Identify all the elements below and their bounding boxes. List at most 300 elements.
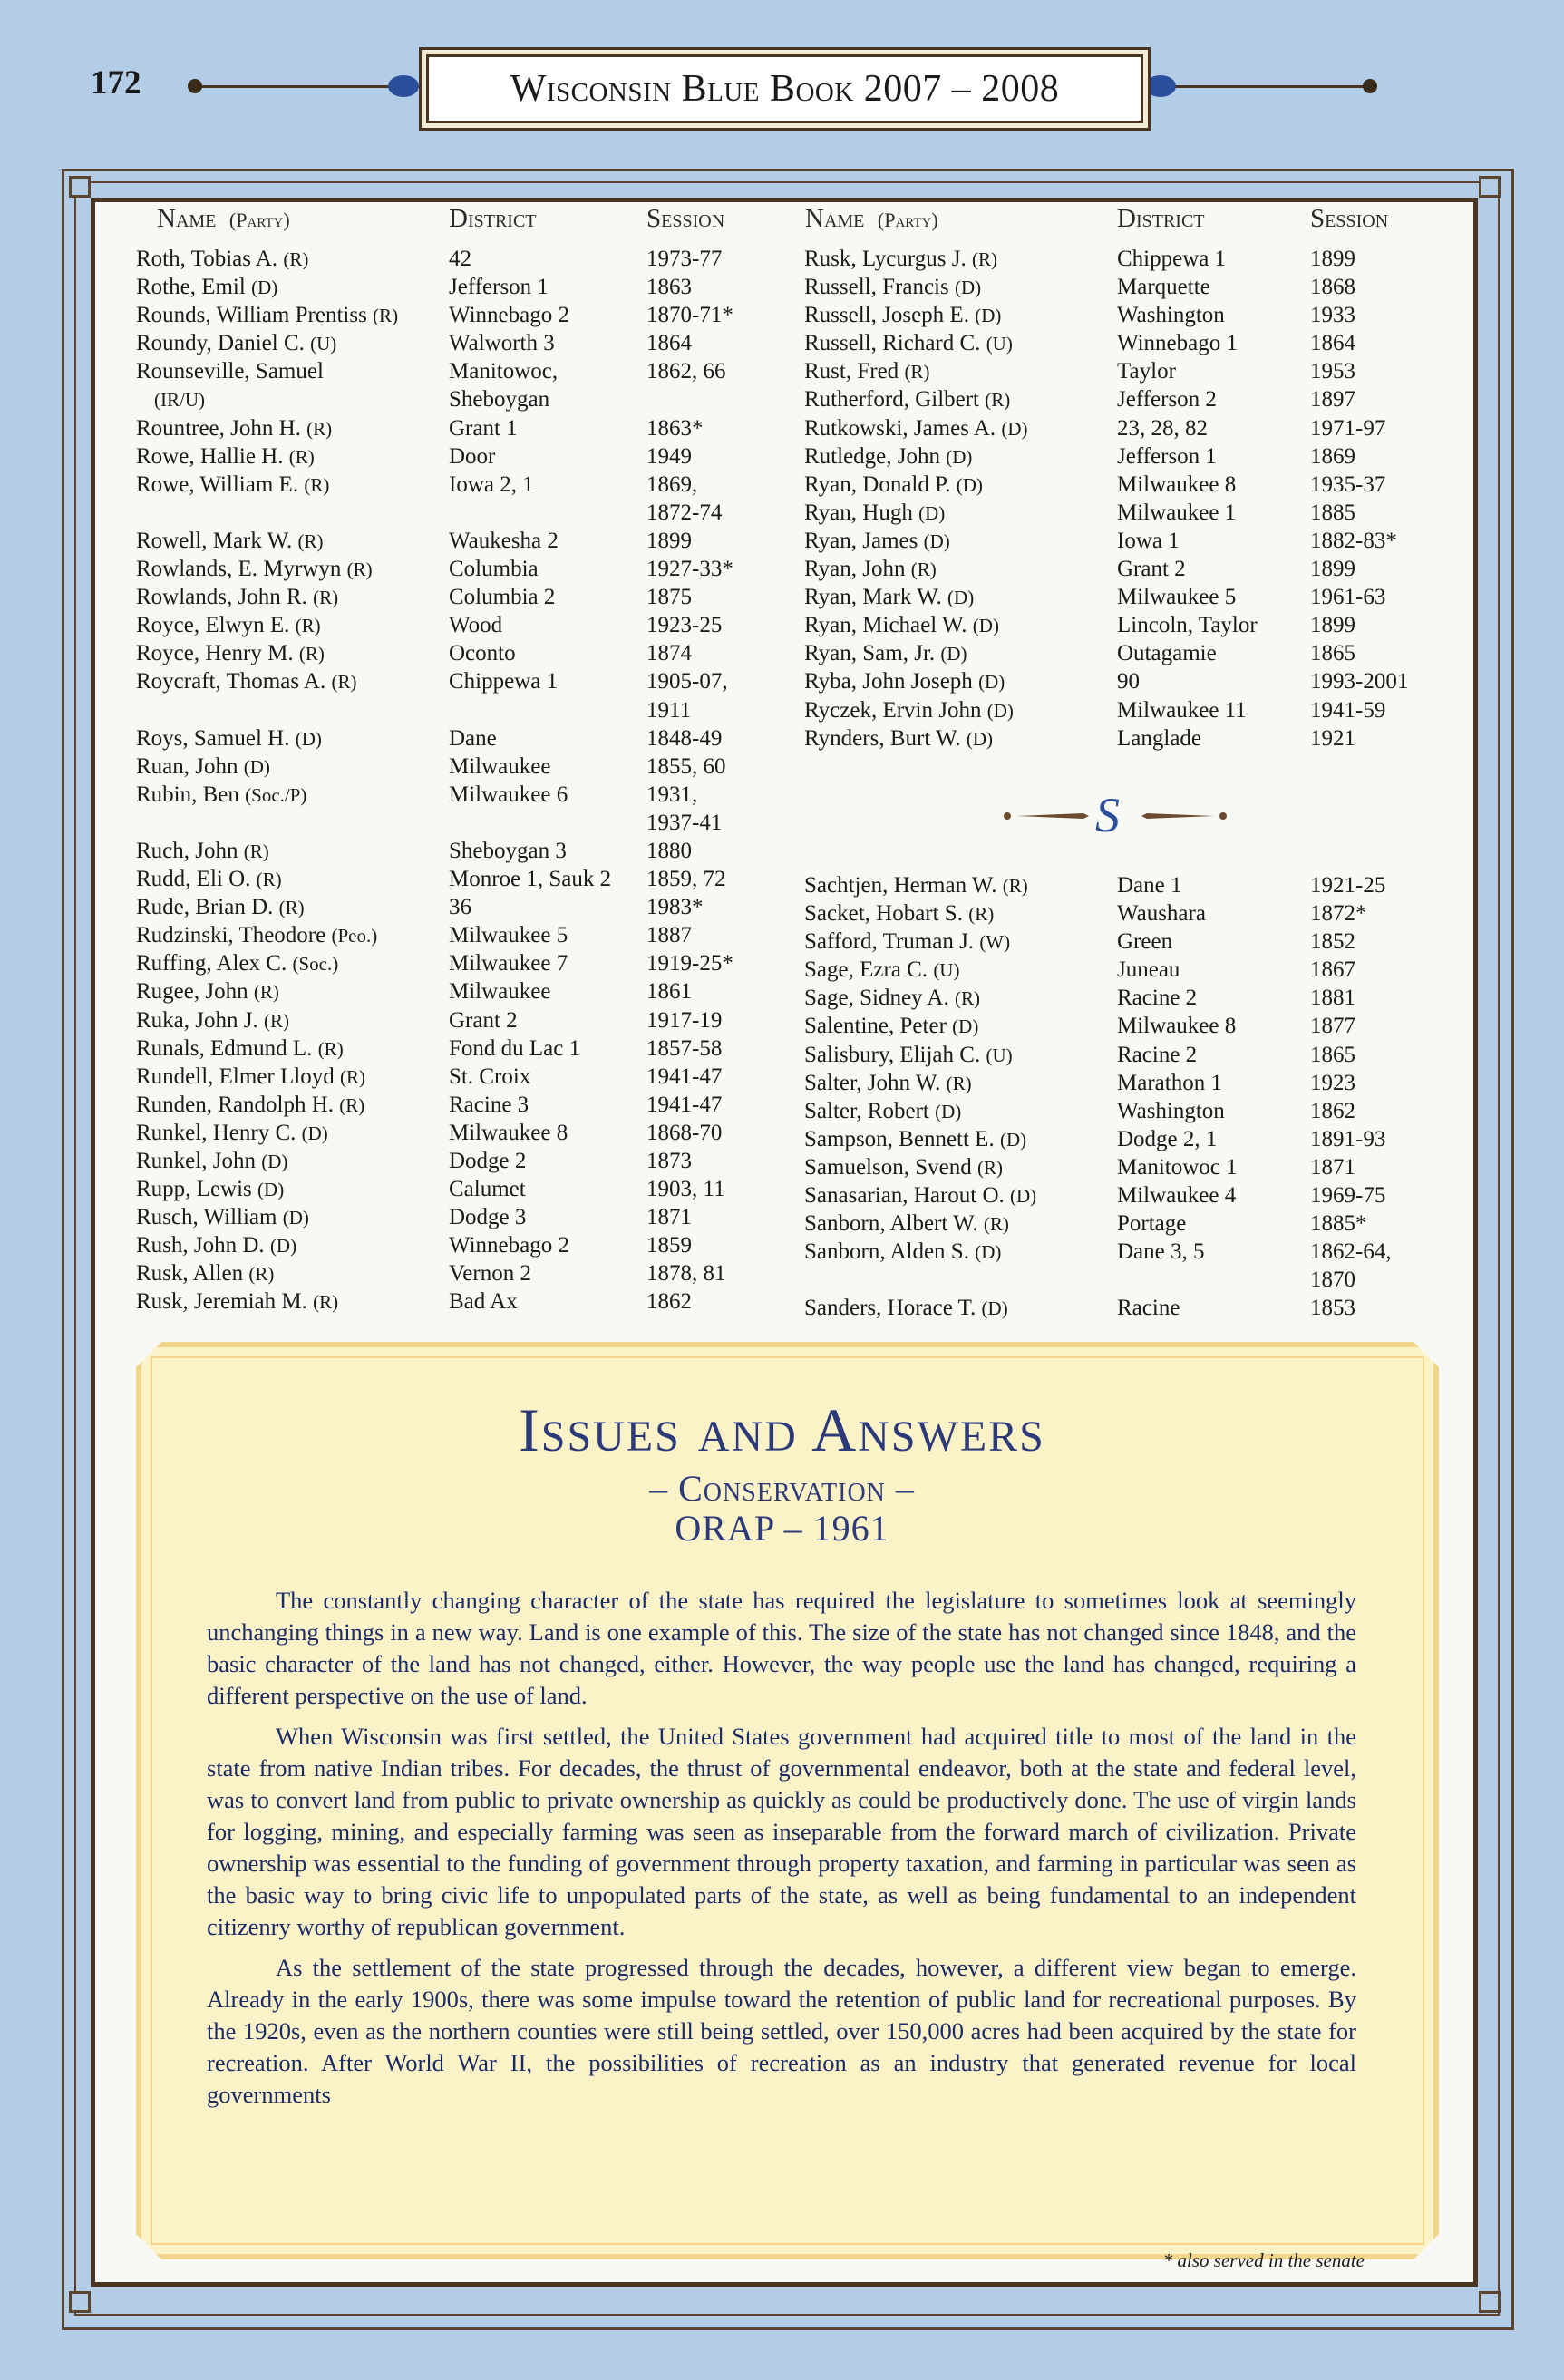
member-party: (R) (253, 981, 279, 1004)
member-party: (U) (310, 333, 337, 355)
issues-paragraph: The constantly changing character of the state has required the legislature to sometimes look at seemingly unchanging things in a new way. Land is one example of this. The size of the state has not changed since 1848, and the basic character of the land has not changed, either. However, the way people use the land has changed, requiring a different perspective on the use of land. (207, 1587, 1356, 1709)
member-session: 1853 (1310, 1296, 1355, 1321)
member-district: Walworth 3 (449, 331, 555, 356)
member-name (136, 357, 324, 386)
member-name (804, 639, 967, 668)
member-district: Jefferson 1 (449, 275, 549, 300)
member-name-text: Rutledge, John (804, 443, 940, 469)
member-row (804, 329, 1466, 357)
member-name (804, 527, 950, 556)
member-party: (D) (251, 277, 278, 299)
member-district: Taylor (1117, 359, 1176, 384)
member-row (136, 1119, 753, 1147)
member-name-text: Rubin, Ben (136, 782, 239, 807)
member-name-text: Sacket, Hobart S. (804, 901, 963, 927)
member-name (136, 1035, 344, 1064)
member-name (136, 1287, 338, 1316)
member-name (136, 1091, 364, 1120)
member-party: (D) (295, 727, 322, 750)
member-session: 1917-19 (646, 1007, 723, 1033)
member-name-text: Rusch, William (136, 1205, 277, 1230)
member-party: (D) (923, 529, 950, 552)
member-name-text: Rounds, William Prentiss (136, 303, 367, 328)
member-row (136, 1231, 753, 1259)
member-party: (R) (968, 903, 995, 926)
member-district: Grant 2 (1117, 557, 1186, 582)
member-session: 1921-25 (1310, 873, 1386, 898)
member-name-text: Ryba, John Joseph (804, 669, 973, 695)
member-row (804, 1012, 1466, 1040)
member-name (804, 611, 999, 640)
member-session: 1881 (1310, 986, 1355, 1011)
member-name-text: Sanborn, Alden S. (804, 1239, 969, 1265)
member-row (804, 357, 1466, 385)
member-session: 1969-75 (1310, 1183, 1386, 1209)
member-party: (D) (301, 1122, 328, 1144)
member-name-text: Rudzinski, Theodore (136, 923, 326, 948)
member-district: Dane 1 (1117, 873, 1182, 898)
member-row (804, 1209, 1466, 1238)
member-row (804, 245, 1466, 273)
member-district: Winnebago 2 (449, 303, 569, 328)
header-ornament-oval (388, 75, 419, 97)
member-district: Milwaukee 7 (449, 951, 568, 976)
member-party: (D) (952, 1015, 979, 1038)
member-name-text: Samuelson, Svend (804, 1154, 972, 1180)
member-name (136, 667, 356, 696)
member-row (804, 1181, 1466, 1209)
member-session: 1878, 81 (646, 1261, 726, 1287)
member-row (804, 385, 1466, 413)
member-name-text: Rusk, Jeremiah M. (136, 1289, 307, 1315)
member-party: (R) (283, 248, 309, 270)
member-party: (R) (983, 1213, 1009, 1236)
member-list-right-top (804, 245, 1466, 753)
member-session: 1868 (1310, 275, 1355, 300)
member-party: (R) (971, 248, 997, 270)
member-name (136, 1231, 296, 1260)
member-name (136, 1147, 287, 1176)
member-session: 1873 (646, 1149, 692, 1173)
member-party: (D) (956, 473, 983, 496)
member-session: 1862 (1310, 1098, 1355, 1123)
member-party: (R) (331, 671, 357, 694)
member-row (136, 809, 753, 837)
member-row (804, 928, 1466, 956)
member-row (136, 329, 753, 357)
member-session: 1885 (1310, 500, 1355, 525)
member-session: 1877 (1310, 1014, 1355, 1039)
member-row (804, 871, 1466, 899)
member-name (136, 865, 282, 894)
col-header-session-left: Session (646, 204, 725, 233)
member-session: 1905-07, (646, 669, 728, 695)
member-session: 1941-59 (1310, 697, 1386, 723)
member-district: Washington (1117, 1098, 1225, 1123)
member-name (136, 555, 373, 584)
member-row (804, 639, 1466, 667)
member-session: 1880 (646, 838, 692, 863)
frame-corner (1479, 176, 1501, 198)
member-district: Waukesha 2 (449, 528, 559, 553)
member-name-text: Royce, Henry M. (136, 641, 294, 666)
member-name-text: Roys, Samuel H. (136, 725, 290, 751)
member-session: 1862-64, (1310, 1239, 1392, 1265)
member-name (804, 871, 1028, 900)
member-district: Milwaukee 4 (1117, 1183, 1237, 1209)
member-name-text: Rowe, William E. (136, 471, 299, 497)
member-name-text: Russell, Francis (804, 275, 949, 300)
member-session: 1899 (1310, 613, 1355, 638)
member-name (136, 273, 277, 302)
member-row (136, 865, 753, 893)
member-row (804, 696, 1466, 724)
member-name (804, 899, 994, 928)
col-header-district-right: District (1117, 204, 1205, 233)
member-row (804, 414, 1466, 442)
frame-corner (1479, 2291, 1501, 2313)
member-district: Racine (1117, 1296, 1180, 1321)
member-name (136, 1006, 289, 1035)
member-session: 1899 (646, 528, 692, 553)
member-row (136, 611, 753, 639)
member-name (136, 837, 269, 866)
member-row (804, 667, 1466, 695)
member-row (804, 527, 1466, 555)
member-row (136, 301, 753, 329)
member-session: 1861 (646, 979, 692, 1005)
member-list-left (136, 245, 753, 1316)
member-row (136, 499, 753, 527)
member-session: 1868-70 (646, 1120, 723, 1145)
member-party: (R) (313, 1291, 339, 1314)
member-district: Columbia (449, 557, 539, 582)
member-name (804, 301, 1001, 330)
page-number: 172 (91, 64, 141, 102)
member-party: (IR/U) (154, 389, 205, 412)
member-party: (D) (975, 1241, 1002, 1264)
member-party: (R) (304, 473, 330, 496)
member-party: (R) (910, 559, 937, 581)
col-header-name-right (805, 204, 938, 234)
member-name-text: Ryan, Mark W. (804, 585, 942, 610)
member-row (136, 1287, 753, 1316)
member-session: 1862 (646, 1289, 692, 1315)
member-name (136, 527, 323, 556)
member-name-text: Rutkowski, James A. (804, 415, 996, 441)
member-name (136, 301, 398, 330)
member-row (136, 414, 753, 442)
member-name (136, 583, 338, 612)
member-district: Green (1117, 929, 1173, 955)
member-district: Chippewa 1 (449, 669, 559, 695)
col-name-label: Name (157, 204, 217, 233)
member-party: (D) (1001, 417, 1028, 440)
member-party: (D) (1010, 1185, 1037, 1208)
member-session: 1872-74 (646, 500, 723, 525)
member-party: (D) (940, 643, 967, 665)
member-session: 1865 (1310, 1042, 1355, 1067)
issues-paragraph: As the settlement of the state progressed through the decades, however, a different view began to emerge. Already in the early 1900s, there was some impulse toward the retention of public land for recreational purposes. By the 1920s, even as the northern counties were still being settled, over 150,000 acres had been acquired by the state for recreation. After World War II, the possibilities of recreation as an industry that generated revenue for local governments (207, 1954, 1356, 2108)
member-party: (D) (243, 755, 270, 778)
member-session: 1919-25* (646, 951, 733, 976)
member-district: Outagamie (1117, 641, 1217, 666)
member-name-text: Ruffing, Alex C. (136, 951, 287, 976)
member-name (136, 329, 336, 358)
member-district: Chippewa 1 (1117, 247, 1227, 271)
member-name (804, 1069, 972, 1098)
member-party: (D) (999, 1128, 1027, 1151)
member-name-text: Sage, Sidney A. (804, 986, 949, 1011)
member-party: (R) (263, 1009, 289, 1032)
member-row (136, 471, 753, 499)
member-row (136, 639, 753, 667)
member-session: 1933 (1310, 303, 1355, 328)
member-name-text: Rusk, Lycurgus J. (804, 247, 967, 271)
member-session: 1863* (646, 415, 704, 441)
member-party: (R) (976, 1156, 1003, 1179)
member-party: (R) (904, 361, 930, 384)
member-party: (U) (933, 959, 960, 982)
member-name-text: Rynders, Burt W. (804, 725, 961, 751)
member-district: Winnebago 1 (1117, 331, 1238, 356)
member-row (136, 1035, 753, 1063)
member-name-text: Ruan, John (136, 753, 238, 779)
member-party: (R) (297, 529, 324, 552)
member-name-text: Sage, Ezra C. (804, 957, 928, 983)
member-session: 1869 (1310, 443, 1355, 469)
member-district: Racine 3 (449, 1092, 529, 1117)
member-row (136, 1203, 753, 1231)
member-session: 1848-49 (646, 725, 723, 751)
member-district: Wood (449, 613, 503, 638)
member-session: 1865 (1310, 641, 1355, 666)
member-party: (R) (339, 1065, 365, 1088)
member-row (804, 956, 1466, 984)
member-row (804, 1125, 1466, 1153)
member-party: (D) (972, 615, 999, 637)
member-party: (D) (946, 445, 973, 468)
member-party: (D) (261, 1151, 288, 1172)
member-party: (D) (966, 727, 994, 750)
frame-corner (69, 176, 91, 198)
member-session: 1862, 66 (646, 359, 726, 384)
member-name-text: Ryczek, Ervin John (804, 697, 982, 723)
member-name (804, 1153, 1003, 1182)
member-name (804, 1012, 978, 1041)
section-letter: S (1095, 788, 1120, 842)
member-name (804, 329, 1013, 358)
member-name-text: Ryan, Michael W. (804, 613, 967, 638)
issues-subtitle: – Conservation – (649, 1468, 915, 1509)
member-party: (R) (954, 987, 980, 1010)
member-name-text: Rude, Brian D. (136, 895, 274, 920)
member-party: (D) (981, 1297, 1008, 1320)
member-row (804, 1266, 1466, 1294)
member-district: Milwaukee (449, 979, 551, 1005)
col-party-label: (Party) (877, 209, 938, 231)
member-row (804, 1069, 1466, 1097)
member-name (136, 781, 306, 810)
member-row (136, 837, 753, 865)
member-name (804, 1181, 1036, 1210)
member-name (136, 949, 338, 978)
issues-paragraph: When Wisconsin was first settled, the United States government had acquired title to most of the land in the state from native Indian tribes. For decades, the thrust of governmental endeavor, both at the state and federal level, was to convert land from public to private ownership as quickly as could be productively done. The use of virgin lands for logging, mining, and especially farming was seen as inseparable from the forward march of civilization. Private ownership was essential to the funding of government through property taxation, and farming in particular was seen as the basic way to bring civic life to unpopulated parts of the state, as well as being fundamental to an independent citizenry worthy of republican government. (207, 1723, 1356, 1940)
member-name-text: Rowell, Mark W. (136, 528, 293, 553)
member-party: (R) (1002, 875, 1028, 897)
member-name-text: Sanders, Horace T. (804, 1296, 976, 1321)
header-ornament-oval (1145, 75, 1176, 97)
member-session: 1859, 72 (646, 867, 726, 892)
member-district: 90 (1117, 669, 1140, 695)
member-session: 1973-77 (646, 247, 723, 271)
member-row (136, 583, 753, 611)
member-session: 1859 (646, 1233, 692, 1258)
member-district: Milwaukee 5 (449, 923, 568, 948)
member-name (136, 1063, 365, 1092)
member-district: Milwaukee 8 (1117, 471, 1237, 497)
member-session: 1875 (646, 585, 692, 610)
member-name-text: Rowlands, E. Myrwyn (136, 557, 342, 582)
member-row (136, 273, 753, 301)
member-session: 1885* (1310, 1211, 1367, 1237)
member-name (136, 724, 322, 753)
member-party: (R) (946, 1072, 972, 1094)
member-name-text: Salter, John W. (804, 1070, 941, 1095)
member-name (136, 471, 329, 500)
member-party: (D) (986, 699, 1014, 722)
member-row (804, 899, 1466, 928)
member-session: 1923 (1310, 1070, 1355, 1095)
member-name (804, 667, 1005, 696)
member-party: (R) (306, 417, 333, 440)
member-name (804, 471, 983, 500)
member-district: Vernon 2 (449, 1261, 531, 1287)
member-party: (D) (975, 305, 1002, 327)
member-session: 1931, (646, 782, 698, 807)
member-name-text: Rutherford, Gilbert (804, 387, 980, 413)
member-name (804, 956, 959, 985)
member-district: Sheboygan (449, 387, 550, 413)
issues-subtitle-2: ORAP – 1961 (675, 1508, 889, 1549)
member-row (804, 1153, 1466, 1181)
member-row (136, 753, 753, 781)
member-district: Dane (449, 725, 497, 751)
member-district: Sheboygan 3 (449, 838, 567, 863)
member-name-text: Runden, Randolph H. (136, 1092, 335, 1117)
member-name (136, 1203, 309, 1232)
member-name (136, 442, 315, 471)
member-session: 1899 (1310, 247, 1355, 271)
member-district: 36 (449, 895, 471, 920)
member-district: Lincoln, Taylor (1117, 613, 1258, 638)
member-district: Waushara (1117, 901, 1206, 927)
member-name (136, 921, 377, 950)
member-name-text: Salter, Robert (804, 1098, 929, 1123)
member-name-text: Rounseville, Samuel (136, 359, 324, 384)
member-row (136, 1091, 753, 1119)
member-name (804, 273, 981, 302)
member-party: (R) (339, 1093, 365, 1116)
member-name-text: Russell, Richard C. (804, 331, 981, 356)
footnote: * also served in the senate (1162, 2249, 1365, 2271)
member-district: Dodge 2 (449, 1149, 527, 1173)
member-row (136, 245, 753, 273)
member-name-text: Sachtjen, Herman W. (804, 873, 997, 898)
member-row (136, 1259, 753, 1287)
member-district: Winnebago 2 (449, 1233, 569, 1258)
member-name-text: Ryan, James (804, 528, 918, 553)
member-row (136, 921, 753, 949)
member-row (136, 1147, 753, 1175)
member-name (804, 385, 1010, 414)
member-district: Iowa 2, 1 (449, 471, 534, 497)
member-party: (R) (313, 587, 339, 609)
member-name (804, 499, 945, 528)
member-name-text: Ruch, John (136, 838, 238, 863)
member-name-text: Ryan, Donald P. (804, 471, 951, 497)
member-district: Iowa 1 (1117, 528, 1180, 553)
member-row (804, 442, 1466, 471)
member-party: (R) (985, 389, 1011, 412)
col-header-name-left (157, 204, 290, 234)
member-session: 1935-37 (1310, 471, 1386, 497)
member-name (804, 442, 972, 471)
member-district: Milwaukee (449, 753, 551, 779)
member-district: Milwaukee 6 (449, 782, 568, 807)
member-district: Monroe 1, Sauk 2 (449, 867, 612, 892)
member-district: Portage (1117, 1211, 1187, 1237)
member-name-text: Rupp, Lewis (136, 1177, 252, 1202)
member-row (804, 499, 1466, 527)
member-party: (D) (954, 277, 982, 299)
member-name-text: Rust, Fred (804, 359, 899, 384)
member-name-text: Russell, Joseph E. (804, 303, 969, 328)
member-party: (R) (317, 1037, 344, 1060)
member-row (136, 893, 753, 921)
member-district: Juneau (1117, 957, 1180, 983)
member-row (804, 555, 1466, 583)
member-session: 1870-71* (646, 303, 733, 328)
member-name-text: Rowe, Hallie H. (136, 443, 284, 469)
member-session: 1864 (1310, 331, 1355, 356)
member-name-text: Rowlands, John R. (136, 585, 307, 610)
member-party: (D) (282, 1207, 309, 1229)
member-party: (Peo.) (331, 925, 378, 947)
member-district: Bad Ax (449, 1289, 518, 1315)
member-party: (D) (918, 501, 946, 524)
member-name-text: Rountree, John H. (136, 415, 301, 441)
member-row (804, 1238, 1466, 1266)
member-name-text: Rusk, Allen (136, 1261, 244, 1287)
member-district: Jefferson 2 (1117, 387, 1217, 413)
member-district: Milwaukee 8 (1117, 1014, 1237, 1039)
member-row (136, 1063, 753, 1091)
col-header-session-right: Session (1310, 204, 1389, 233)
book-title-text: Wisconsin Blue Book 2007 – 2008 (510, 68, 1060, 110)
member-name-text: Ryan, Sam, Jr. (804, 641, 936, 666)
col-party-label: (Party) (228, 209, 290, 231)
member-session: 1882-83* (1310, 528, 1397, 553)
member-name (136, 1175, 284, 1204)
member-party: (R) (298, 643, 325, 665)
member-session: 1953 (1310, 359, 1355, 384)
member-session: 1871 (646, 1205, 692, 1230)
member-district: Marquette (1117, 275, 1210, 300)
member-session: 1927-33* (646, 557, 733, 582)
member-row (136, 977, 753, 1005)
member-row (804, 583, 1466, 611)
